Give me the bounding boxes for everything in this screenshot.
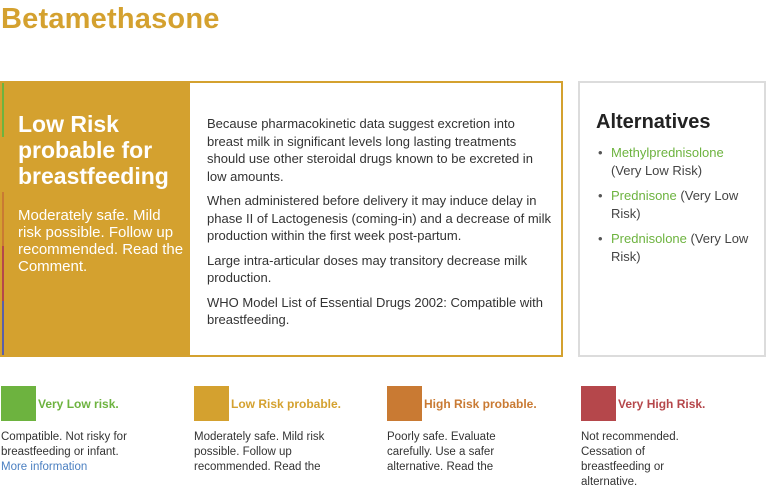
legend-low — [194, 386, 374, 475]
more-information-link[interactable]: More information — [1, 461, 88, 473]
alternative-item — [596, 144, 750, 179]
stripe-segment — [2, 192, 4, 246]
risk-level-panel — [2, 83, 190, 355]
legend-label: High Risk probable. — [424, 396, 537, 411]
high-swatch — [387, 386, 422, 421]
alternatives-heading: Alternatives — [596, 111, 711, 133]
drug-title: Betamethasone — [1, 3, 220, 35]
alternative-link[interactable]: Methylprednisolone — [611, 145, 724, 160]
alternatives-box — [578, 81, 766, 357]
stripe-segment — [2, 246, 4, 300]
comment-text — [207, 115, 552, 336]
legend-label: Very High Risk. — [618, 396, 706, 411]
very-low-swatch — [1, 386, 36, 421]
legend-label: Very Low risk. — [38, 396, 119, 411]
stripe-segment — [2, 83, 4, 137]
low-swatch — [194, 386, 229, 421]
legend-description: Compatible. Not risky for breastfeeding or infant. — [1, 431, 127, 458]
alternative-risk: (Very Low Risk) — [611, 162, 703, 178]
alternative-link[interactable]: Prednisone — [611, 188, 677, 203]
bullet-icon: • — [598, 231, 603, 246]
alternative-item — [596, 230, 750, 265]
legend-description: Moderately safe. Mild risk possible. Follow up recommended. Read the — [194, 431, 325, 473]
comment-paragraph: When administered before delivery it may induce delay in phase II of Lactogenesis (coming-in) and a decrease of milk production within the first week post-partum. — [207, 193, 551, 243]
legend-description: Poorly safe. Evaluate carefully. Use a safer alternative. Read the — [387, 431, 496, 473]
legend-high — [387, 386, 567, 475]
risk-color-strip — [2, 83, 4, 355]
legend-very-low — [1, 386, 181, 473]
bullet-icon: • — [598, 188, 603, 203]
risk-heading: Low Risk probable for breastfeeding — [18, 111, 169, 189]
comment-paragraph: Because pharmacokinetic data suggest excretion into breast milk in significant levels long lasting treatments should use other steroidal drugs known to be excreted in low amounts. — [207, 116, 533, 184]
legend-very-high — [581, 386, 761, 490]
alternative-risk: (Very Low Risk) — [611, 231, 749, 264]
legend-label: Low Risk probable. — [231, 396, 342, 411]
comment-paragraph: WHO Model List of Essential Drugs 2002: Compatible with breastfeeding. — [207, 294, 543, 327]
alternative-risk: (Very Low Risk) — [611, 188, 739, 221]
stripe-segment — [2, 137, 4, 191]
comment-paragraph: Large intra-articular doses may transitory decrease milk production. — [207, 252, 528, 285]
risk-card — [0, 81, 563, 357]
very-high-swatch — [581, 386, 616, 421]
bullet-icon: • — [598, 145, 603, 160]
stripe-segment — [2, 301, 4, 355]
alternative-link[interactable]: Prednisolone — [611, 231, 687, 246]
alternatives-list — [596, 144, 750, 265]
alternative-item — [596, 187, 750, 222]
risk-description: Moderately safe. Mild risk possible. Follow up recommended. Read the Comment. — [18, 207, 184, 275]
legend-description: Not recommended. Cessation of breastfeeding or alternative. — [581, 431, 679, 488]
